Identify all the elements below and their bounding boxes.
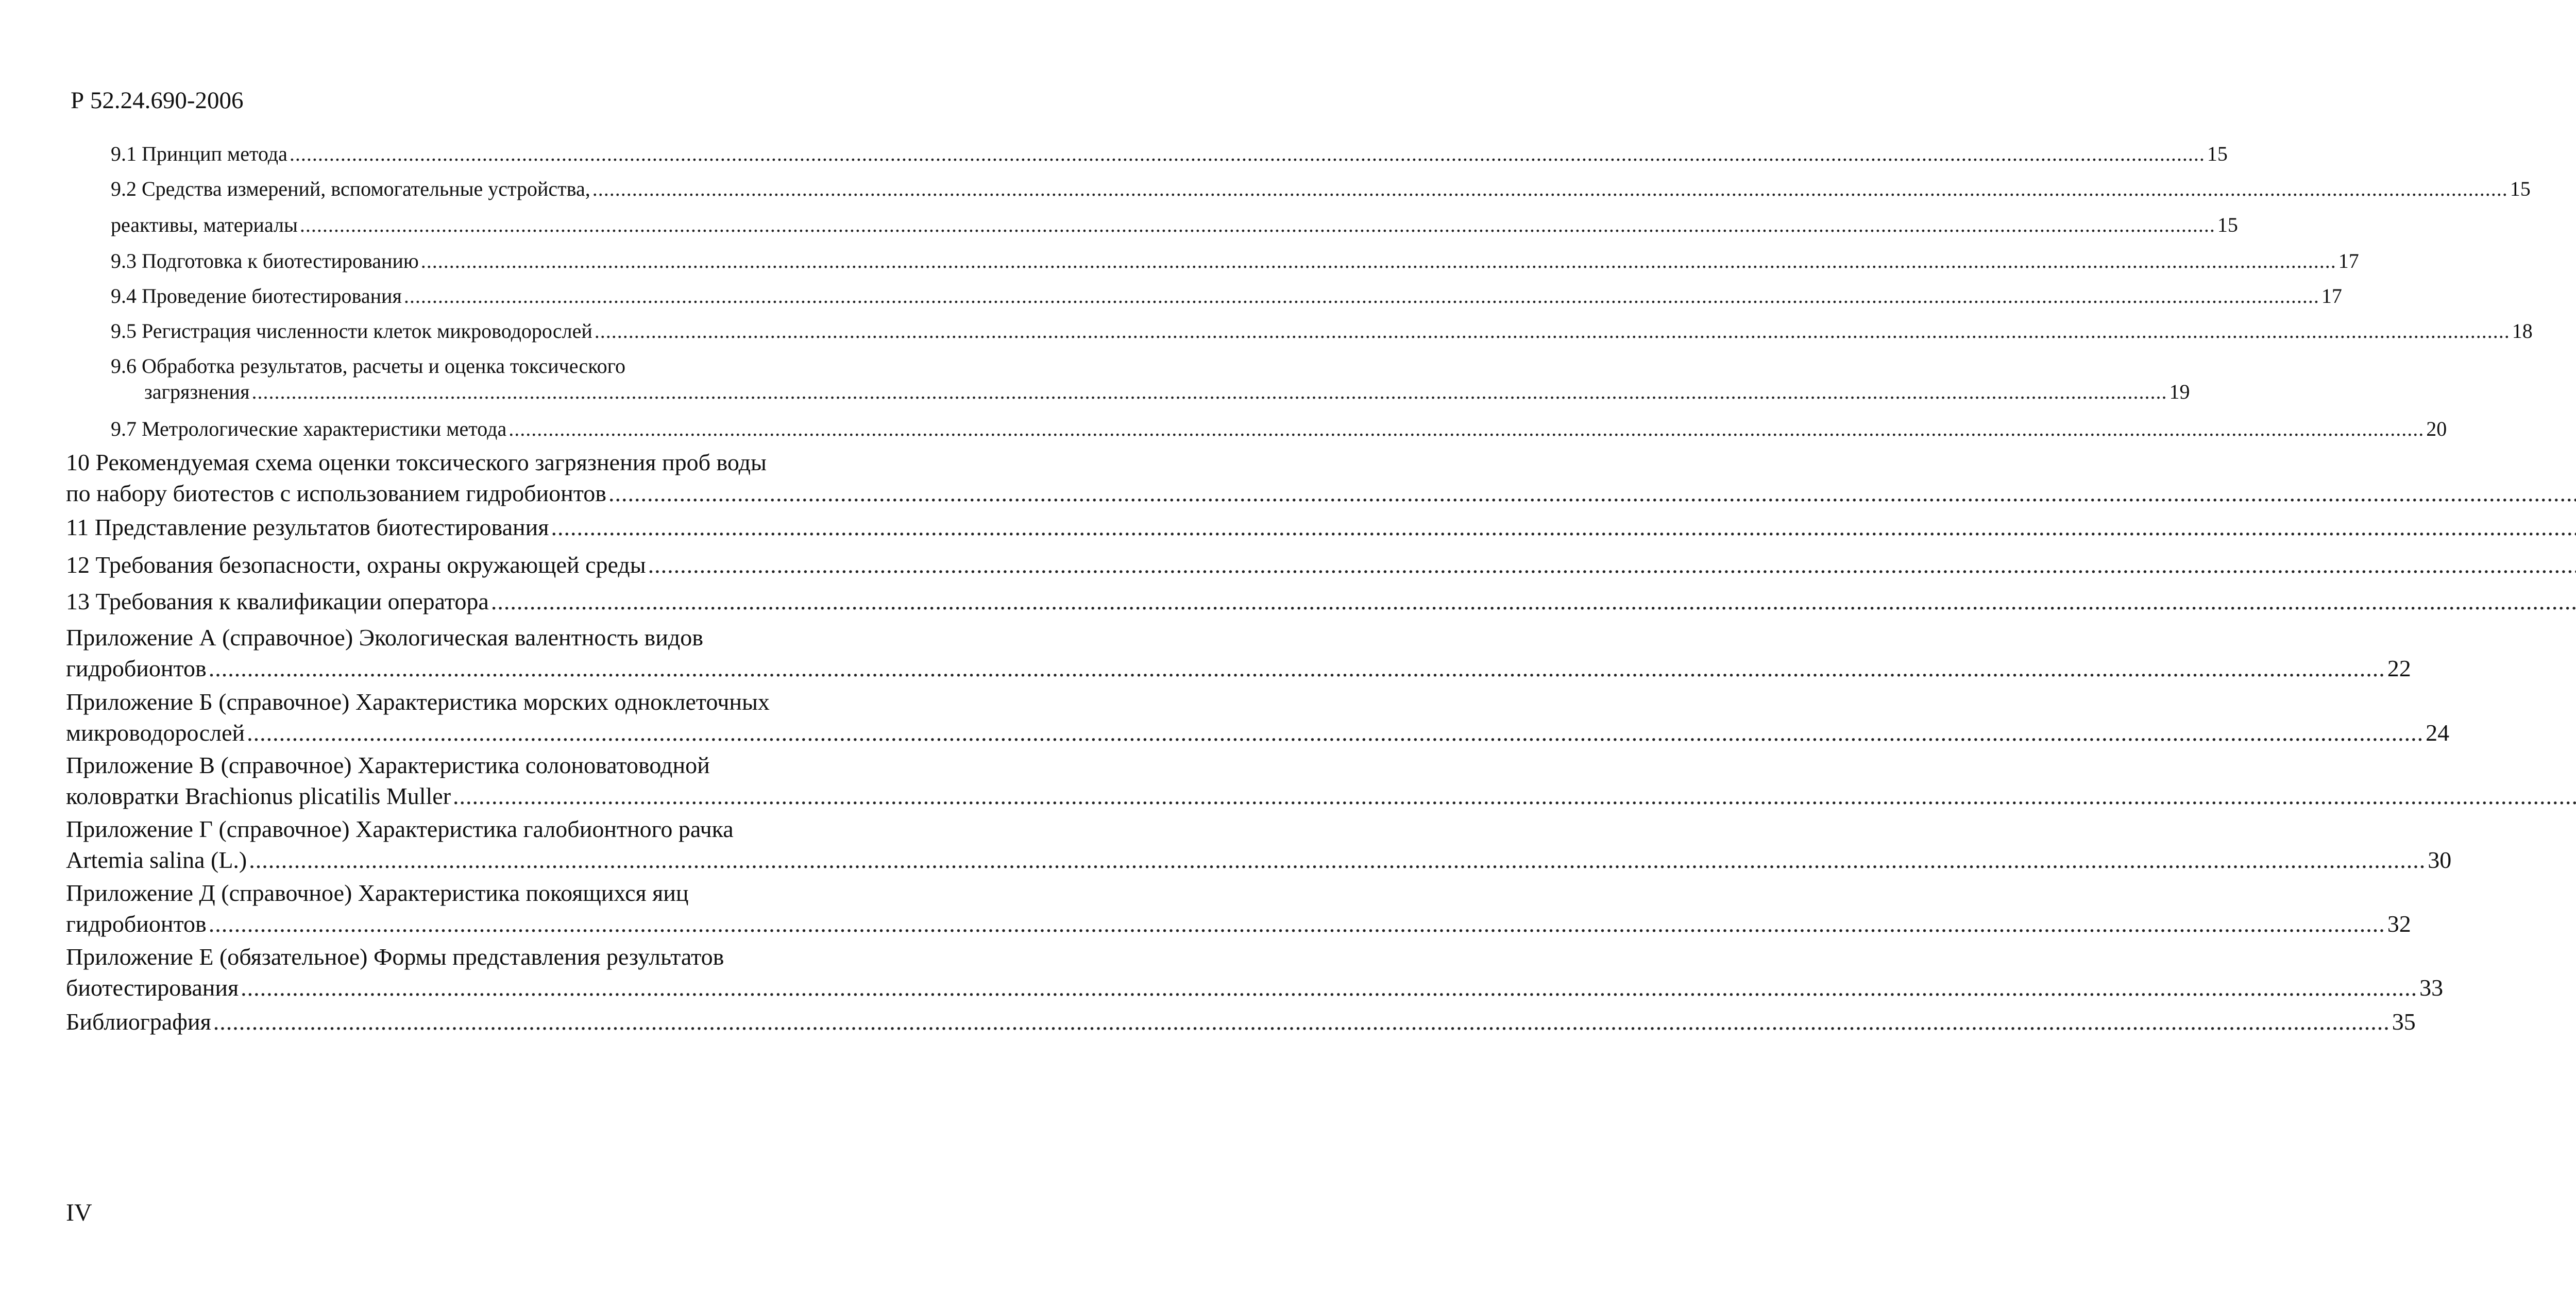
toc-item-title: коловратки Brachionus plicatilis Muller (66, 783, 451, 809)
toc-item-page: 22 (2387, 655, 2411, 681)
toc-item-page: 17 (2338, 249, 2359, 272)
leader-dots (551, 512, 2576, 543)
toc-item-title: реактивы, материалы (111, 213, 298, 236)
leader-dots (247, 717, 2424, 748)
toc-item-title: по набору биотестов с использованием гидробионтов (66, 480, 606, 506)
toc-item-title-first-line: Приложение Г (справочное) Характеристика галобионтного рачка (66, 816, 734, 842)
toc-item-title: Artemia salina (L.) (66, 847, 247, 873)
leader-dots (213, 1006, 2390, 1037)
toc-item-title: 9.5 Регистрация численности клеток микроводорослей (111, 319, 592, 343)
leader-dots (241, 972, 2417, 1003)
leader-dots (648, 550, 2576, 580)
toc-item-appendix-d[interactable] (66, 878, 2411, 939)
leader-dots (509, 415, 2424, 443)
toc-item-9-7[interactable] (111, 415, 2447, 443)
leader-dots (491, 586, 2576, 617)
toc-item-title: 9.3 Подготовка к биотестированию (111, 249, 419, 272)
toc-item-page: 30 (2428, 847, 2452, 873)
leader-dots (592, 175, 2508, 203)
toc-item-9-4[interactable] (111, 282, 2342, 310)
toc-item-title: 9.7 Метрологические характеристики метода (111, 417, 507, 440)
toc-item-title: 9.4 Проведение биотестирования (111, 284, 402, 307)
leader-dots (249, 845, 2426, 876)
toc-item-title: Библиография (66, 1009, 211, 1035)
toc-item-9-2[interactable] (111, 175, 2531, 203)
toc-item-title: загрязнения (144, 380, 250, 403)
leader-dots (404, 282, 2319, 310)
toc-item-9-2-cont[interactable] (111, 211, 2238, 239)
toc-item-title: биотестирования (66, 975, 239, 1001)
toc-item-9-6[interactable] (111, 352, 2190, 406)
leader-dots (453, 781, 2576, 812)
toc-item-page: 15 (2217, 213, 2238, 236)
toc-item-title: 13 Требования к квалификации оператора (66, 588, 489, 614)
toc-item-page: 17 (2321, 284, 2342, 307)
toc-item-9-1[interactable] (111, 140, 2228, 168)
toc-item-12[interactable] (66, 550, 801, 580)
toc-item-page: 15 (2207, 142, 2228, 165)
toc-item-10[interactable] (66, 447, 801, 509)
toc-item-title-first-line: Приложение Д (справочное) Характеристика покоящихся яиц (66, 880, 689, 906)
leader-dots (290, 140, 2205, 168)
leader-dots (209, 653, 2385, 684)
toc-item-title-first-line: 9.6 Обработка результатов, расчеты и оценка токсического (111, 354, 626, 378)
toc-item-title: 12 Требования безопасности, охраны окружающей среды (66, 552, 646, 578)
toc-item-page: 18 (2512, 319, 2533, 343)
toc-item-page: 33 (2419, 975, 2444, 1001)
toc-item-9-3[interactable] (111, 247, 2359, 275)
toc-item-page: 20 (2426, 417, 2447, 440)
toc-item-title-first-line: 10 Рекомендуемая схема оценки токсического загрязнения проб воды (66, 449, 767, 475)
page-number: IV (66, 1199, 92, 1226)
toc-item-appendix-e[interactable] (66, 942, 2444, 1003)
toc-item-title: микроводорослей (66, 720, 245, 746)
leader-dots (209, 909, 2385, 939)
toc-item-bibliography[interactable] (66, 1006, 2416, 1037)
toc-item-title-first-line: Приложение Е (обязательное) Формы представления результатов (66, 944, 724, 970)
toc-item-title: 11 Представление результатов биотестирования (66, 514, 549, 540)
toc-item-appendix-v[interactable] (66, 750, 801, 812)
toc-item-page: 19 (2169, 380, 2190, 403)
toc-item-9-5[interactable] (111, 317, 2533, 345)
toc-item-appendix-a[interactable] (66, 622, 2411, 684)
toc-item-title: 9.2 Средства измерений, вспомогательные устройства, (111, 177, 590, 200)
toc-item-title-first-line: Приложение В (справочное) Характеристика солоноватоводной (66, 752, 710, 778)
leader-dots (595, 317, 2510, 345)
document-code: Р 52.24.690-2006 (71, 87, 244, 114)
toc-item-11[interactable] (66, 512, 801, 543)
toc-item-title-first-line: Приложение А (справочное) Экологическая валентность видов (66, 624, 703, 651)
toc-item-page: 24 (2426, 720, 2450, 746)
toc-item-page: 15 (2510, 177, 2531, 200)
leader-dots (252, 378, 2167, 406)
toc-item-title: гидробионтов (66, 911, 207, 937)
leader-dots (421, 247, 2336, 275)
toc-item-title: гидробионтов (66, 655, 207, 681)
toc-item-title-first-line: Приложение Б (справочное) Характеристика морских одноклеточных (66, 689, 770, 715)
toc-item-title: 9.1 Принцип метода (111, 142, 287, 165)
toc-item-appendix-g[interactable] (66, 814, 2452, 876)
toc-item-13[interactable] (66, 586, 801, 617)
toc-item-appendix-b[interactable] (66, 687, 2450, 748)
leader-dots (608, 478, 2576, 509)
toc-item-page: 35 (2392, 1009, 2416, 1035)
leader-dots (300, 211, 2215, 239)
toc-item-page: 32 (2387, 911, 2411, 937)
